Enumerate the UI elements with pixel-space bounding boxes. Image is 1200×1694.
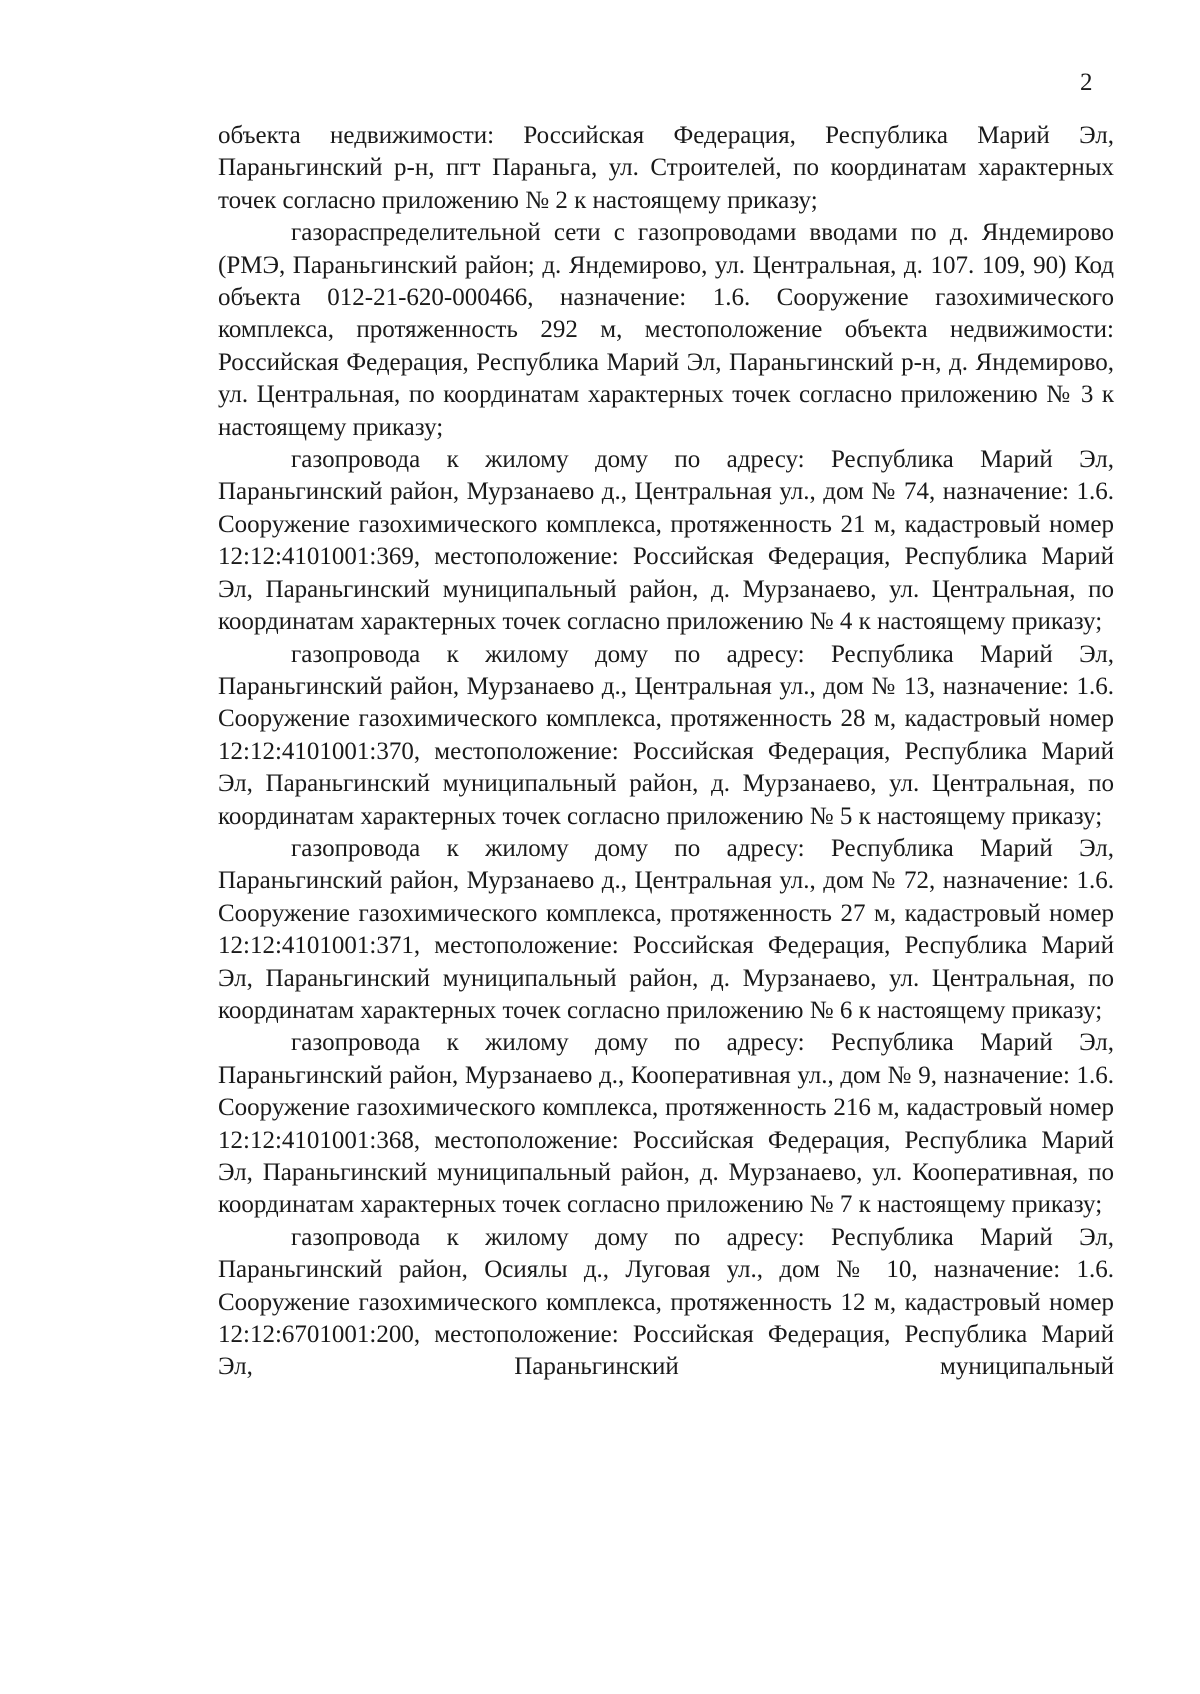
paragraph-6: газопровода к жилому дому по адресу: Республика Марий Эл, Параньгинский район, Мурзанаево д., Кооперативная ул., дом № 9, назначение: 1.6. Сооружение газохимического комплекса, протяженность 216 м, кадастровый номер 12:12:4101001:368, местоположение: Российская Федерация, Республика Марий Эл, Параньгинский муниципальный район, д. Мурзанаево, ул. Кооперативная, по координатам характерных точек согласно приложению № 7 к настоящему приказу; bbox=[218, 1029, 1114, 1219]
paragraph-7: газопровода к жилому дому по адресу: Республика Марий Эл, Параньгинский район, Осиялы д., Луговая ул., дом № 10, назначение: 1.6. Сооружение газохимического комплекса, протяженность 12 м, кадастровый номер 12:12:6701001:200, местоположение: Российская Федерация, Республика Марий Эл, Параньгинский муниципальный bbox=[218, 1223, 1114, 1381]
page-number: 2 bbox=[1080, 69, 1093, 96]
paragraph-2: газораспределительной сети с газопроводами вводами по д. Яндемирово (РМЭ, Параньгинский район; д. Яндемирово, ул. Центральная, д. 107. 109, 90) Код объекта 012-21-620-000466, назначение: 1.6. Сооружение газохимического комплекса, протяженность 292 м, местоположение объекта недвижимости: Российская Федерация, Республика Марий Эл, Параньгинский р-н, д. Яндемирово, ул. Центральная, по координатам характерных точек согласно приложению № 3 к настоящему приказу; bbox=[218, 219, 1114, 441]
paragraph-1: объекта недвижимости: Российская Федерация, Республика Марий Эл, Параньгинский р-н, пгт Параньга, ул. Строителей, по координатам характерных точек согласно приложению № 2 к настоящему приказу; bbox=[218, 122, 1114, 214]
paragraph-3: газопровода к жилому дому по адресу: Республика Марий Эл, Параньгинский район, Мурзанаево д., Центральная ул., дом № 74, назначение: 1.6. Сооружение газохимического комплекса, протяженность 21 м, кадастровый номер 12:12:4101001:369, местоположение: Российская Федерация, Республика Марий Эл, Параньгинский муниципальный район, д. Мурзанаево, ул. Центральная, по координатам характерных точек согласно приложению № 4 к настоящему приказу; bbox=[218, 446, 1114, 636]
document-body bbox=[218, 120, 1114, 1384]
paragraph-4: газопровода к жилому дому по адресу: Республика Марий Эл, Параньгинский район, Мурзанаево д., Центральная ул., дом № 13, назначение: 1.6. Сооружение газохимического комплекса, протяженность 28 м, кадастровый номер 12:12:4101001:370, местоположение: Российская Федерация, Республика Марий Эл, Параньгинский муниципальный район, д. Мурзанаево, ул. Центральная, по координатам характерных точек согласно приложению № 5 к настоящему приказу; bbox=[218, 640, 1114, 830]
paragraph-5: газопровода к жилому дому по адресу: Республика Марий Эл, Параньгинский район, Мурзанаево д., Центральная ул., дом № 72, назначение: 1.6. Сооружение газохимического комплекса, протяженность 27 м, кадастровый номер 12:12:4101001:371, местоположение: Российская Федерация, Республика Марий Эл, Параньгинский муниципальный район, д. Мурзанаево, ул. Центральная, по координатам характерных точек согласно приложению № 6 к настоящему приказу; bbox=[218, 834, 1114, 1024]
